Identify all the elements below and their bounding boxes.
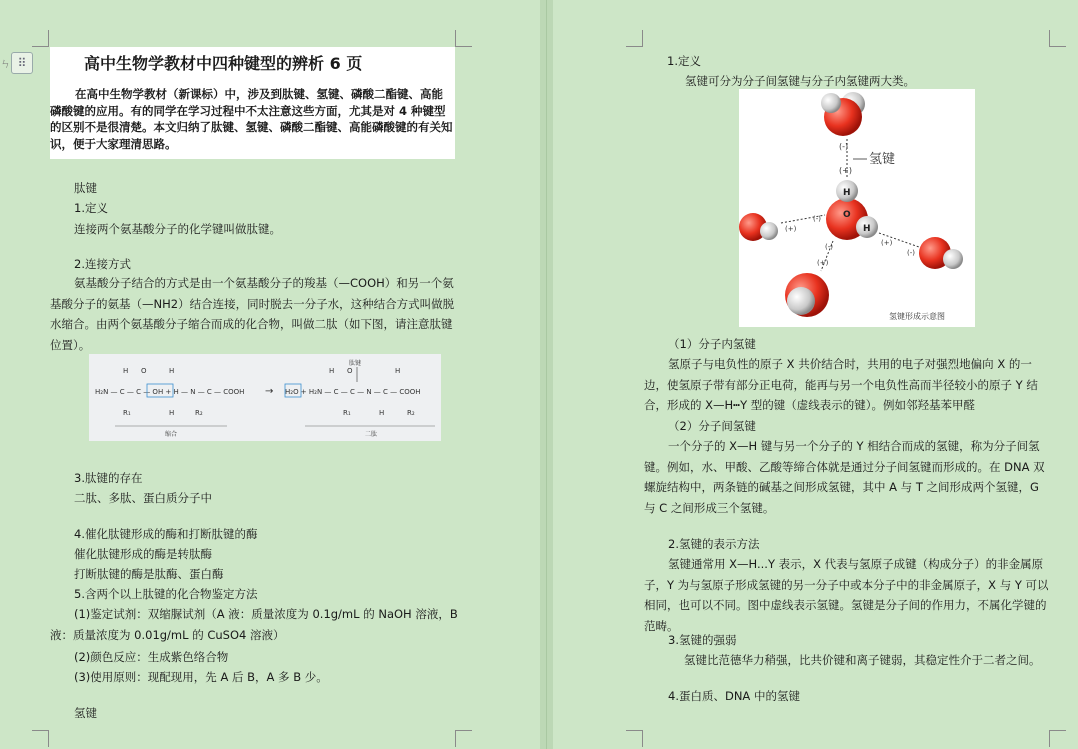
document-title: 高中生物学教材中四种键型的辨析 6 页 bbox=[84, 54, 363, 73]
label-h-center-1: H bbox=[843, 188, 851, 198]
fig-o-top-1: O bbox=[141, 367, 147, 375]
charge-minus-1: (-) bbox=[839, 142, 849, 151]
fig-left-caption: 缩合 bbox=[165, 431, 178, 438]
peptide-enzyme-heading: 4.催化肽键形成的酶和打断肽键的酶 bbox=[74, 527, 258, 541]
fig-left-formula: H₂N — C — C — OH + H — N — C — COOH bbox=[95, 388, 245, 396]
dipeptide-formation-figure bbox=[89, 354, 441, 441]
label-o-center: O bbox=[843, 210, 851, 220]
atom-h-right bbox=[943, 249, 963, 269]
fig-h-top-4: H bbox=[395, 367, 401, 375]
fig-h-bottom-2: H bbox=[379, 409, 385, 417]
atom-h-left bbox=[760, 222, 778, 240]
charge-plus-4: (+) bbox=[817, 259, 829, 267]
peptide-enzyme-forming: 催化肽键形成的酶是转肽酶 bbox=[74, 547, 212, 561]
hydrogen-bond-figure bbox=[739, 89, 975, 327]
hbond-notation-text: 氢键通常用 X—H...Y 表示，X 代表与氢原子成键（构成分子）的非金属原子，Y 为与氢原子形成氢键的另一分子中或本分子中的非金属原子，X 与 Y 可以相同，也可以不同。图中虚线表示氢键。氢键是分子间的作用力，不属化学键的范畴。 bbox=[644, 557, 1049, 633]
fig-h-top-2: H bbox=[169, 367, 175, 375]
line-marker-icon: ㄣ bbox=[0, 57, 11, 70]
hbond-notation-heading: 2.氢键的表示方法 bbox=[668, 537, 760, 551]
inter-hbond-heading: （2）分子间氢键 bbox=[668, 419, 756, 433]
section-heading-peptide: 肽键 bbox=[74, 181, 97, 195]
hydrogen-bond-diagram bbox=[739, 89, 975, 327]
charge-plus-1: (+) bbox=[839, 166, 852, 175]
charge-plus-2: (+) bbox=[785, 225, 797, 233]
intro-paragraph: 在高中生物学教材（新课标）中，涉及到肽键、氢键、磷酸二酯键、高能磷酸键的应用。有的同学在学习过程中不太注意这些方面，尤其是对 4 种键型的区别不是很清楚。本文归纳了肽键、氢键、磷酸二酯键、高能磷酸键的有关知识，便于大家理清思路。 bbox=[50, 87, 453, 151]
peptide-presence-heading: 3.肽键的存在 bbox=[74, 471, 143, 485]
drag-dots-icon: ⠿ bbox=[17, 56, 27, 70]
atom-h-top-2 bbox=[821, 93, 841, 113]
peptide-definition-text: 连接两个氨基酸分子的化学键叫做肽键。 bbox=[74, 222, 281, 236]
charge-minus-3: (-) bbox=[907, 249, 915, 257]
peptide-test-heading: 5.含两个以上肽键的化合物鉴定方法 bbox=[74, 587, 258, 601]
fig-r1-right: R₁ bbox=[343, 409, 351, 417]
charge-minus-2: (-) bbox=[813, 215, 821, 223]
gutter-divider bbox=[546, 0, 547, 749]
atom-h-bottom bbox=[787, 287, 815, 315]
crop-mark-top-left-r bbox=[626, 30, 643, 47]
hbond-figure-caption: 氢键形成示意图 bbox=[889, 312, 945, 321]
crop-mark-bottom-right bbox=[455, 730, 472, 747]
crop-mark-bottom-left-r bbox=[626, 730, 643, 747]
hbond-definition-heading: 1.定义 bbox=[667, 54, 701, 68]
peptide-enzyme-breaking: 打断肽键的酶是肽酶、蛋白酶 bbox=[74, 567, 224, 581]
crop-mark-top-right-r bbox=[1049, 30, 1066, 47]
charge-plus-3: (+) bbox=[881, 239, 893, 247]
intra-hbond-text: 氢原子与电负性的原子 X 共价结合时，共用的电子对强烈地偏向 X 的一边，使氢原子带有部分正电荷，能再与另一个电负性高而半径较小的原子 Y 结合，形成的 X—H┅Y 型的键（虚线表示的键）。例如邻羟基苯甲醛 bbox=[644, 357, 1038, 412]
intra-hbond-heading: （1）分子内氢键 bbox=[668, 337, 756, 351]
crop-mark-bottom-left bbox=[32, 730, 49, 747]
fig-h-top-3: H bbox=[329, 367, 335, 375]
peptide-presence-text: 二肽、多肽、蛋白质分子中 bbox=[74, 491, 212, 505]
fig-right-formula: H₂O + H₂N — C — C — N — C — COOH bbox=[285, 388, 421, 396]
hbond-strength-heading: 3.氢键的强弱 bbox=[668, 633, 737, 647]
section-heading-hydrogen-bond: 氢键 bbox=[74, 706, 97, 720]
fig-h-bottom-1: H bbox=[169, 409, 175, 417]
peptide-test-reagent: (1)鉴定试剂：双缩脲试剂（A 液：质量浓度为 0.1g/mL 的 NaOH 溶液，B 液：质量浓度为 0.01g/mL 的 CuSO4 溶液） bbox=[50, 607, 458, 642]
crop-mark-top-right bbox=[455, 30, 472, 47]
fig-reaction-arrow: → bbox=[265, 386, 274, 397]
hbond-strength-text: 氢键比范德华力稍强，比共价键和离子键弱，其稳定性介于二者之间。 bbox=[684, 653, 1041, 667]
inter-hbond-text: 一个分子的 X—H 键与另一个分子的 Y 相结合而成的氢键，称为分子间氢键。例如，水、甲酸、乙酸等缔合体就是通过分子间氢键而形成的。在 DNA 双螺旋结构中，两条链的碱基之间形成氢键，其中 A 与 T 之间形成两个氢键，G 与 C 之间形成三个氢键。 bbox=[644, 439, 1045, 515]
crop-mark-top-left bbox=[32, 30, 49, 47]
peptide-linkage-text: 氨基酸分子结合的方式是由一个氨基酸分子的羧基（—COOH）和另一个氨基酸分子的氨基（—NH2）结合连接，同时脱去一分子水，这种结合方式叫做脱水缩合。由两个氨基酸分子缩合而成的化合物，叫做二肽（如下图，请注意肽键位置）。 bbox=[50, 276, 455, 352]
peptide-test-principle: (3)使用原则：现配现用，先 A 后 B，A 多 B 少。 bbox=[74, 670, 328, 684]
fig-r2-right: R₂ bbox=[407, 409, 415, 417]
hbond-label: 氢键 bbox=[869, 152, 896, 167]
hbond-definition-text: 氢键可分为分子间氢键与分子内氢键两大类。 bbox=[685, 74, 915, 88]
peptide-test-color: (2)颜色反应：生成紫色络合物 bbox=[74, 650, 229, 664]
drag-handle-icon[interactable] bbox=[11, 52, 33, 74]
fig-o-top-2: O bbox=[347, 367, 353, 375]
hbond-protein-dna-heading: 4.蛋白质、DNA 中的氢键 bbox=[668, 689, 800, 703]
fig-h-top-1: H bbox=[123, 367, 129, 375]
charge-minus-4: (-) bbox=[825, 243, 833, 251]
label-h-center-2: H bbox=[863, 224, 871, 234]
fig-r1-left: R₁ bbox=[123, 409, 131, 417]
peptide-definition-heading: 1.定义 bbox=[74, 201, 108, 215]
fig-r2-left: R₂ bbox=[195, 409, 203, 417]
title-block bbox=[50, 47, 455, 159]
crop-mark-bottom-right-r bbox=[1049, 730, 1066, 747]
fig-bond-label: 肽键 bbox=[349, 360, 362, 367]
dipeptide-diagram bbox=[89, 354, 441, 441]
fig-right-caption: 二肽 bbox=[365, 431, 378, 438]
peptide-linkage-heading: 2.连接方式 bbox=[74, 257, 131, 271]
